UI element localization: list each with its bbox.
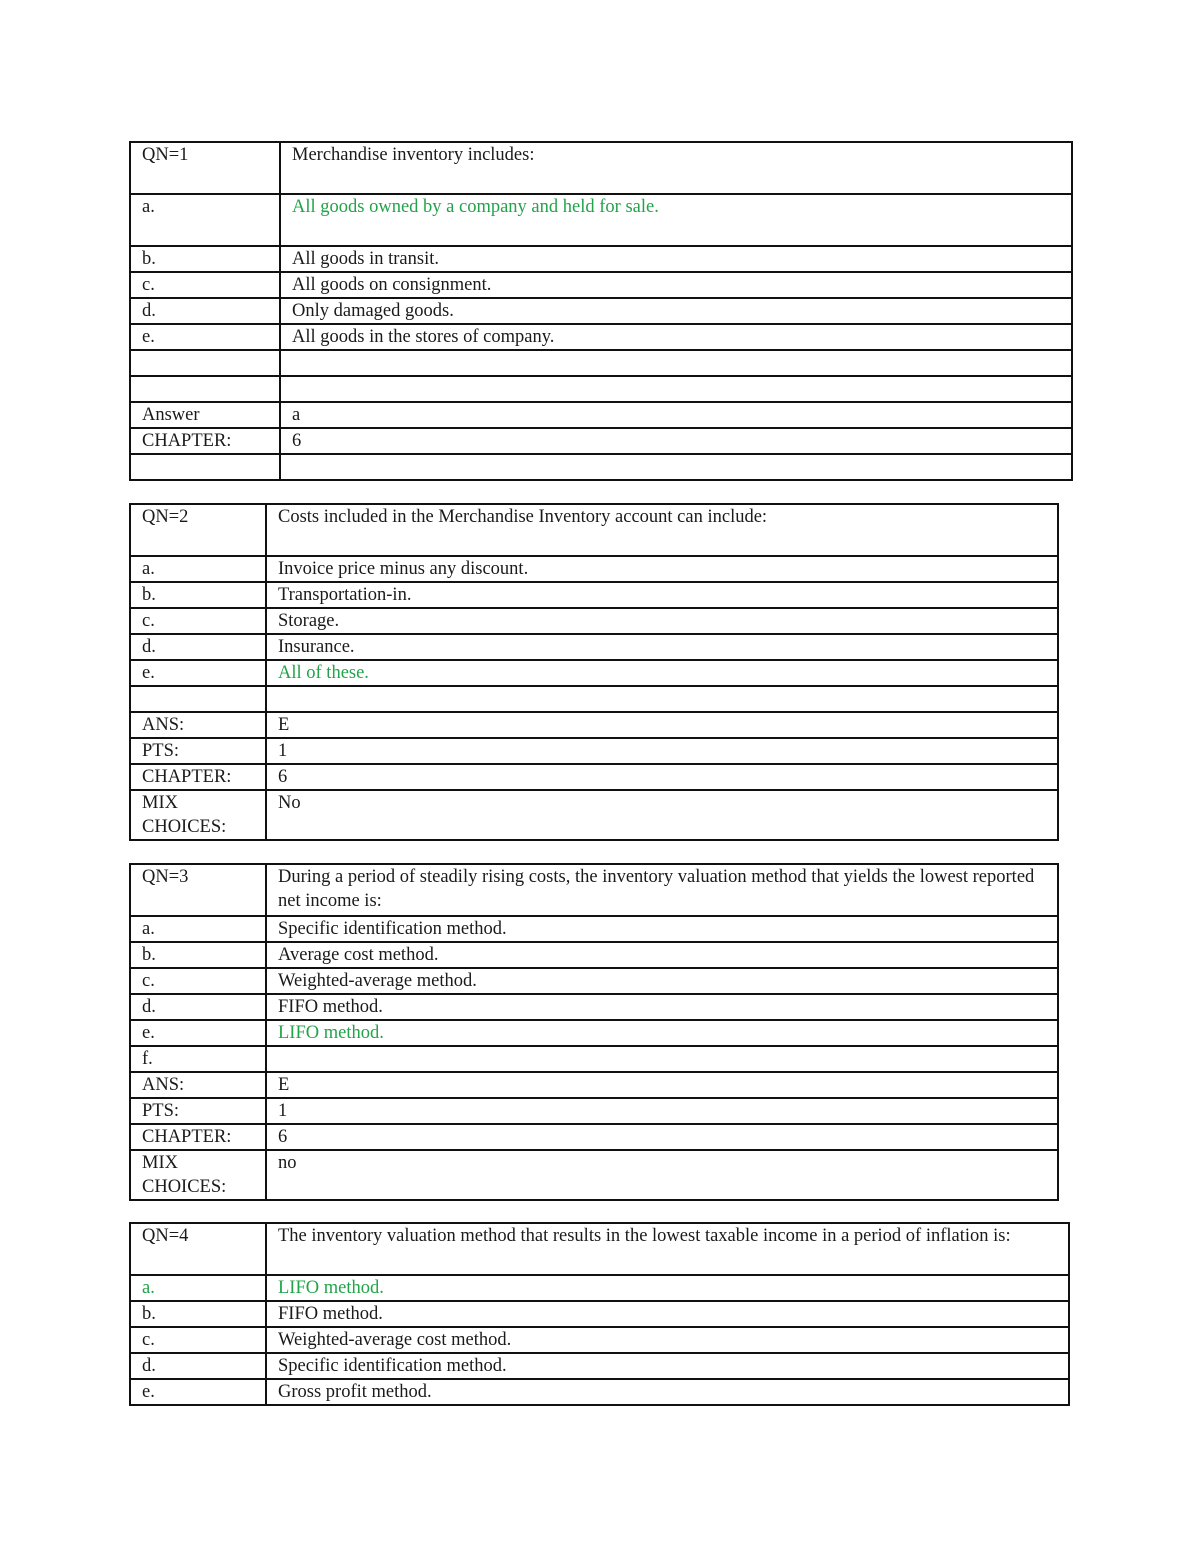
meta-value: 1 (266, 1098, 1058, 1124)
option-text: Weighted-average cost method. (266, 1327, 1069, 1353)
meta-value: E (266, 712, 1058, 738)
option-letter: e. (130, 1020, 266, 1046)
question-row (130, 504, 1058, 556)
question-text: Merchandise inventory includes: (280, 142, 1072, 194)
option-row-a (130, 556, 1058, 582)
option-text: FIFO method. (266, 1301, 1069, 1327)
option-text: FIFO method. (266, 994, 1058, 1020)
option-row-a (130, 194, 1072, 246)
option-row-b (130, 582, 1058, 608)
option-row-c (130, 968, 1058, 994)
option-letter: d. (130, 1353, 266, 1379)
meta-label: CHAPTER: (130, 428, 280, 454)
meta-label: ANS: (130, 1072, 266, 1098)
option-row-c (130, 1327, 1069, 1353)
ans-row (130, 1072, 1058, 1098)
option-row-e (130, 324, 1072, 350)
empty-row (130, 454, 1072, 480)
question-row (130, 142, 1072, 194)
option-text-correct: LIFO method. (266, 1020, 1058, 1046)
option-text: Insurance. (266, 634, 1058, 660)
question-id: QN=3 (130, 864, 266, 916)
meta-value: 1 (266, 738, 1058, 764)
option-row-b (130, 1301, 1069, 1327)
empty-cell (280, 454, 1072, 480)
question-row (130, 864, 1058, 916)
option-letter: e. (130, 1379, 266, 1405)
meta-label: CHAPTER: (130, 764, 266, 790)
option-row-d (130, 1353, 1069, 1379)
option-letter: b. (130, 942, 266, 968)
mix-choices-row (130, 790, 1058, 840)
empty-cell (130, 454, 280, 480)
option-row-e (130, 660, 1058, 686)
meta-value: no (266, 1150, 1058, 1200)
option-text-correct: All goods owned by a company and held for sale. (280, 194, 1072, 246)
ans-row (130, 712, 1058, 738)
option-letter: c. (130, 1327, 266, 1353)
meta-value: E (266, 1072, 1058, 1098)
option-letter: c. (130, 968, 266, 994)
option-letter: a. (130, 916, 266, 942)
meta-label: CHAPTER: (130, 1124, 266, 1150)
option-row-d (130, 994, 1058, 1020)
empty-cell (280, 376, 1072, 402)
option-letter: d. (130, 298, 280, 324)
question-text: During a period of steadily rising costs, the inventory valuation method that yields the lowest reported net income is: (266, 864, 1058, 916)
answer-row (130, 402, 1072, 428)
option-text-correct: LIFO method. (266, 1275, 1069, 1301)
question-table-4 (129, 1222, 1070, 1406)
option-row-a (130, 916, 1058, 942)
option-letter: b. (130, 246, 280, 272)
option-letter: a. (130, 194, 280, 246)
option-letter: d. (130, 994, 266, 1020)
meta-value: a (280, 402, 1072, 428)
option-text-correct: All of these. (266, 660, 1058, 686)
question-id: QN=1 (130, 142, 280, 194)
option-letter: e. (130, 660, 266, 686)
option-letter: c. (130, 608, 266, 634)
empty-row (130, 350, 1072, 376)
empty-row (130, 686, 1058, 712)
empty-row (130, 376, 1072, 402)
option-text: Invoice price minus any discount. (266, 556, 1058, 582)
meta-label: PTS: (130, 738, 266, 764)
chapter-row (130, 1124, 1058, 1150)
question-table-3 (129, 863, 1059, 1201)
meta-label: MIX CHOICES: (130, 790, 266, 840)
option-text: Specific identification method. (266, 916, 1058, 942)
meta-label: PTS: (130, 1098, 266, 1124)
option-text: Storage. (266, 608, 1058, 634)
option-text: Weighted-average method. (266, 968, 1058, 994)
question-row (130, 1223, 1069, 1275)
mix-choices-row (130, 1150, 1058, 1200)
option-text: All goods on consignment. (280, 272, 1072, 298)
option-letter: b. (130, 582, 266, 608)
meta-label: Answer (130, 402, 280, 428)
option-text: Specific identification method. (266, 1353, 1069, 1379)
meta-value: 6 (280, 428, 1072, 454)
empty-cell (280, 350, 1072, 376)
option-text: All goods in transit. (280, 246, 1072, 272)
empty-cell (130, 350, 280, 376)
question-text: The inventory valuation method that results in the lowest taxable income in a period of inflation is: (266, 1223, 1069, 1275)
meta-value: No (266, 790, 1058, 840)
option-row-b (130, 246, 1072, 272)
option-row-c (130, 272, 1072, 298)
option-row-e (130, 1379, 1069, 1405)
option-row-c (130, 608, 1058, 634)
option-letter: f. (130, 1046, 266, 1072)
empty-cell (266, 686, 1058, 712)
option-letter: e. (130, 324, 280, 350)
empty-cell (130, 376, 280, 402)
option-text: All goods in the stores of company. (280, 324, 1072, 350)
option-text: Transportation-in. (266, 582, 1058, 608)
question-id: QN=2 (130, 504, 266, 556)
empty-cell (130, 686, 266, 712)
option-letter: b. (130, 1301, 266, 1327)
chapter-row (130, 764, 1058, 790)
chapter-row (130, 428, 1072, 454)
option-letter: a. (130, 556, 266, 582)
option-text: Gross profit method. (266, 1379, 1069, 1405)
pts-row (130, 1098, 1058, 1124)
option-row-b (130, 942, 1058, 968)
question-id: QN=4 (130, 1223, 266, 1275)
option-letter: d. (130, 634, 266, 660)
option-text: Only damaged goods. (280, 298, 1072, 324)
meta-value: 6 (266, 764, 1058, 790)
option-row-e (130, 1020, 1058, 1046)
meta-value: 6 (266, 1124, 1058, 1150)
option-row-d (130, 298, 1072, 324)
option-letter-correct: a. (130, 1275, 266, 1301)
meta-label: ANS: (130, 712, 266, 738)
meta-label: MIX CHOICES: (130, 1150, 266, 1200)
option-row-f (130, 1046, 1058, 1072)
option-row-d (130, 634, 1058, 660)
option-row-a (130, 1275, 1069, 1301)
question-text: Costs included in the Merchandise Inventory account can include: (266, 504, 1058, 556)
option-text: Average cost method. (266, 942, 1058, 968)
question-table-1 (129, 141, 1073, 481)
question-table-2 (129, 503, 1059, 841)
pts-row (130, 738, 1058, 764)
option-letter: c. (130, 272, 280, 298)
option-text (266, 1046, 1058, 1072)
